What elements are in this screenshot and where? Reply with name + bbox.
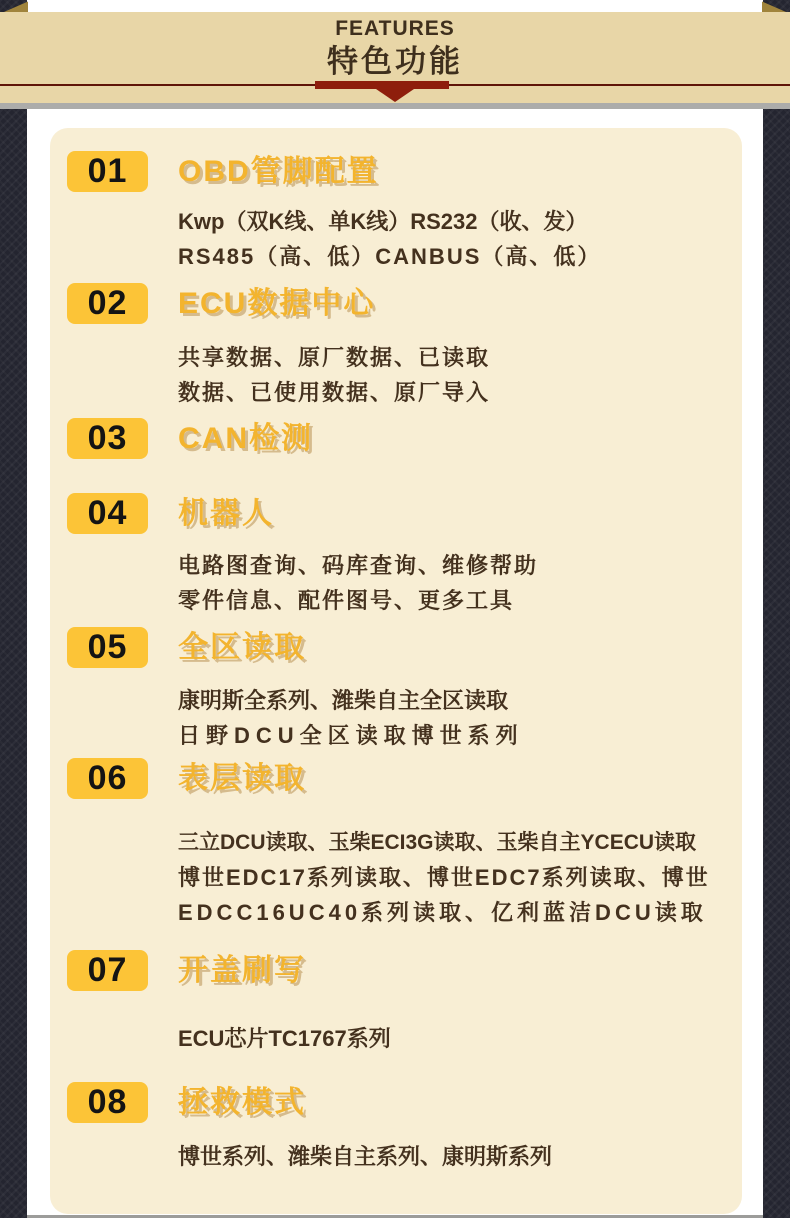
- feature-title: 表层读取: [178, 762, 306, 795]
- feature-body: [178, 683, 732, 753]
- feature-number: 03: [87, 419, 128, 457]
- feature-number-badge: [67, 627, 148, 668]
- feature-number: 02: [87, 284, 128, 322]
- feature-number: 06: [87, 759, 128, 797]
- header-title-en: FEATURES: [335, 17, 455, 40]
- feature-head: [50, 493, 742, 534]
- feature-line: ECU芯片TC1767系列: [178, 1026, 391, 1051]
- header-titles: [0, 16, 790, 80]
- feature-line: 三立DCU读取、玉柴ECI3G读取、玉柴自主YCECU读取: [178, 831, 697, 854]
- right-edge-bar: [763, 0, 790, 1218]
- feature-head: [50, 758, 742, 799]
- feature-head: [50, 950, 742, 991]
- feature-section-04: [50, 493, 742, 618]
- features-card: [50, 128, 742, 1214]
- ribbon-header: [0, 12, 790, 103]
- feature-head: [50, 283, 742, 324]
- feature-line: 博世EDC17系列读取、博世EDC7系列读取、博世: [178, 865, 710, 890]
- feature-number-badge: [67, 758, 148, 799]
- feature-head: [50, 1082, 742, 1123]
- feature-number-badge: [67, 283, 148, 324]
- left-edge-bar: [0, 0, 27, 1218]
- feature-section-07: [50, 950, 742, 1056]
- feature-line: 康明斯全系列、潍柴自主全区读取: [178, 688, 509, 713]
- feature-head: [50, 418, 742, 459]
- feature-number-badge: [67, 950, 148, 991]
- feature-line: 共享数据、原厂数据、已读取: [178, 345, 491, 370]
- header-title-zh: 特色功能: [327, 44, 463, 79]
- feature-section-08: [50, 1082, 742, 1174]
- feature-number: 05: [87, 628, 128, 666]
- feature-title: ECU数据中心: [178, 287, 376, 320]
- feature-line: 数据、已使用数据、原厂导入: [178, 380, 491, 405]
- feature-title: 机器人: [178, 497, 274, 530]
- feature-number-badge: [67, 418, 148, 459]
- feature-line: 博世系列、潍柴自主系列、康明斯系列: [178, 1144, 553, 1169]
- feature-number: 01: [87, 152, 128, 190]
- feature-title: OBD管脚配置: [178, 155, 379, 188]
- feature-body: [178, 340, 732, 410]
- divider-accent-bar: [315, 81, 449, 89]
- feature-line: 电路图查询、码库查询、维修帮助: [178, 553, 539, 578]
- feature-head: [50, 627, 742, 668]
- down-arrow-icon: [376, 89, 414, 102]
- feature-body: [178, 204, 732, 274]
- feature-number-badge: [67, 1082, 148, 1123]
- feature-section-01: [50, 128, 742, 274]
- feature-number: 04: [87, 494, 128, 532]
- feature-line: 日野DCU全区读取博世系列: [178, 723, 524, 748]
- feature-number: 07: [87, 951, 128, 989]
- feature-head: [50, 151, 742, 192]
- feature-section-05: [50, 627, 742, 753]
- feature-body: [178, 548, 732, 618]
- feature-number-badge: [67, 493, 148, 534]
- feature-body: [178, 1021, 732, 1056]
- feature-line: RS485（高、低）CANBUS（高、低）: [178, 244, 602, 269]
- feature-body: [178, 1139, 732, 1174]
- feature-title: CAN检测: [178, 422, 313, 455]
- feature-line: 零件信息、配件图号、更多工具: [178, 588, 515, 613]
- feature-title: 开盖刷写: [178, 954, 306, 987]
- feature-line: EDCC16UC40系列读取、亿利蓝洁DCU读取: [178, 900, 707, 925]
- feature-section-02: [50, 283, 742, 410]
- feature-number-badge: [67, 151, 148, 192]
- feature-section-06: [50, 758, 742, 930]
- feature-line: Kwp（双K线、单K线）RS232（收、发）: [178, 209, 588, 234]
- feature-title: 拯救模式: [178, 1086, 306, 1119]
- feature-title: 全区读取: [178, 631, 306, 664]
- feature-body: [178, 825, 732, 930]
- band-shadow-strip: [0, 103, 790, 109]
- feature-section-03: [50, 418, 742, 459]
- feature-number: 08: [87, 1083, 128, 1121]
